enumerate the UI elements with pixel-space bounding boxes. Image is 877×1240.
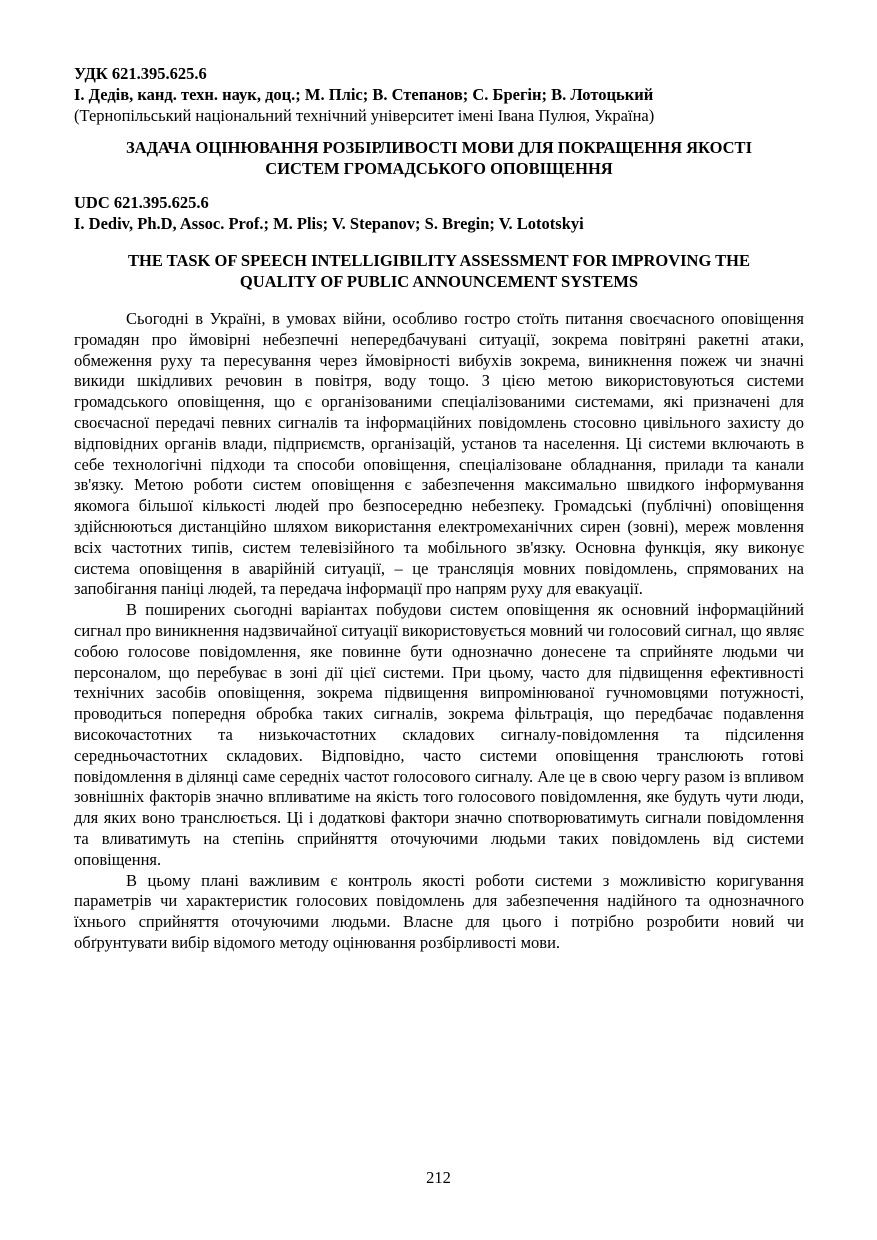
paragraph-1: Сьогодні в Україні, в умовах війни, особливо гостро стоїть питання своєчасного оповіщення громадян про ймовірні небезпечні непередбачувані ситуації, зокрема повітряні ракетні атаки, обмеження руху та пересування через ймовірності вибухів зокрема, виникнення пожеж чи значні викиди шкідливих речовин в повітря, воду тощо. З цією метою використовуються системи громадського оповіщення, що є організованими спеціалізованими системами, які призначені для своєчасної передачі певних сигналів та інформаційних повідомлень стосовно цивільного захисту до відповідних органів влади, підприємств, організацій, установ та населення. Ці системи включають в себе технологічні підходи та способи оповіщення, спеціалізоване обладнання, прилади та канали зв'язку. Метою роботи систем оповіщення є забезпечення максимально швидкого інформування якомога більшої кількості людей про безпосередню небезпеку. Громадські (публічні) оповіщення здійснюються дистанційно шляхом використання електромеханічних сирен (зовні), мереж мовлення всіх частотних типів, систем телевізійного та мобільного зв'язку. Основна функція, яку виконує система оповіщення в аварійній ситуації, – це трансляція мовних повідомлень, спрямованих на запобігання паніці людей, та передача інформації про напрям руху для евакуації. [74,309,804,599]
title-en: THE TASK OF SPEECH INTELLIGIBILITY ASSESSMENT FOR IMPROVING THE QUALITY OF PUBLIC ANNOUNCEMENT SYSTEMS [128,251,750,291]
authors-ua: І. Дедів, канд. техн. наук, доц.; М. Пліс; В. Степанов; С. Брегін; В. Лотоцький [74,85,654,104]
title-ua: ЗАДАЧА ОЦІНЮВАННЯ РОЗБІРЛИВОСТІ МОВИ ДЛЯ ПОКРАЩЕННЯ ЯКОСТІ СИСТЕМ ГРОМАДСЬКОГО ОПОВІЩЕННЯ [126,138,752,178]
udc-ua: УДК 621.395.625.6 [74,64,207,83]
header-en [74,192,804,292]
paragraph-3: В цьому плані важливим є контроль якості роботи системи з можливістю коригування параметрів чи характеристик голосових повідомлень для забезпечення надійного та однозначного їхнього сприйняття оточуючими людьми. Власне для цього і потрібно розробити новий чи обґрунтувати вибір відомого методу оцінювання розбірливості мови. [74,870,804,952]
article-body [74,309,804,954]
paper-page [74,63,804,954]
authors-en: I. Dediv, Ph.D, Assoc. Prof.; M. Plis; V. Stepanov; S. Bregin; V. Lototskyi [74,214,584,233]
header-ua [74,63,804,179]
page-number: 212 [426,1168,451,1187]
paragraph-2: В поширених сьогодні варіантах побудови систем оповіщення як основний інформаційний сигнал про виникнення надзвичайної ситуації використовується мовний чи голосовий сигнал, що являє собою голосове повідомлення, яке повинне бути однозначно донесене та сприйняте людьми чи персоналом, що перебуває в зоні дії цієї системи. При цьому, часто для підвищення ефективності технічних засобів оповіщення, зокрема підвищення випромінюваної гучномовцями потужності, проводиться попередня обробка таких сигналів, зокрема фільтрація, що передбачає подавлення високочастотних та низькочастотних складових сигналу-повідомлення та підсилення середньочастотних складових. Відповідно, часто системи оповіщення транслюють готові повідомлення в ділянці саме середніх частот голосового сигналу. Але це в свою чергу разом із впливом зовнішніх факторів значно впливатиме на якість того голосового повідомлення, яке будуть чути люди, для яких воно транслюється. Ці і додаткові фактори значно спотворюватимуть сигнали повідомлення та вливатимуть на степінь сприйняття оточуючими людьми таких повідомлень від системи оповіщення. [74,600,804,869]
affiliation: (Тернопільський національний технічний університет імені Івана Пулюя, Україна) [74,106,655,125]
udc-en: UDC 621.395.625.6 [74,193,209,212]
